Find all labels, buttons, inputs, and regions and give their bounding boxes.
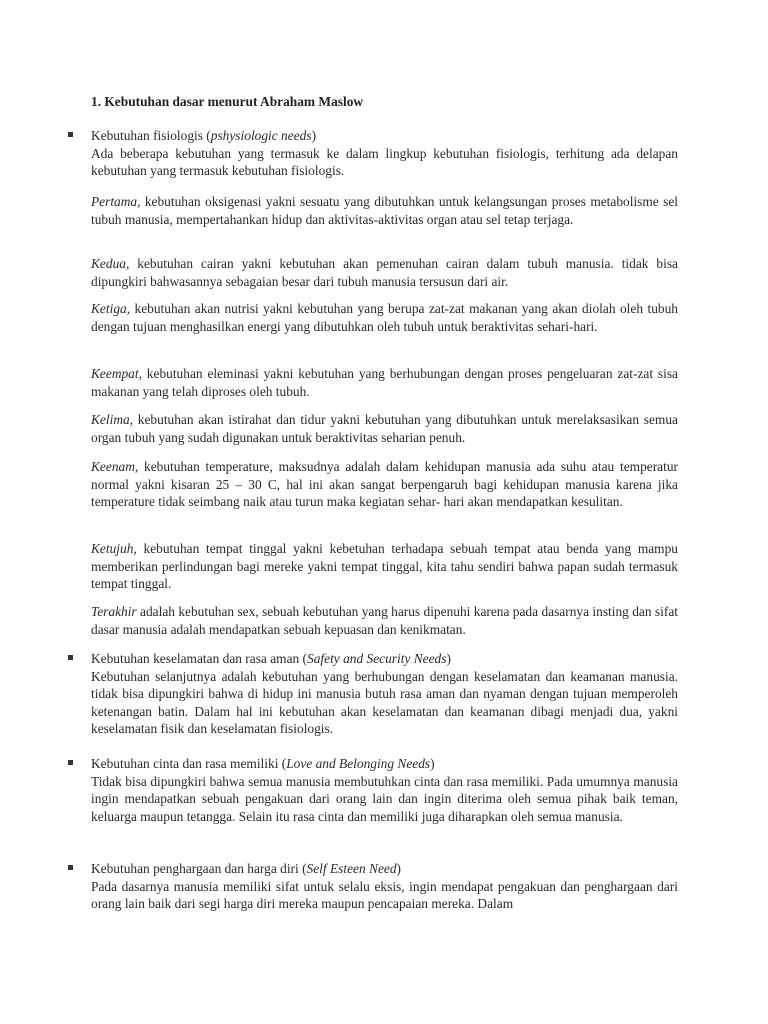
paragraph-text: kebutuhan oksigenasi yakni sesuatu yang dibutuhkan untuk kelangsungan proses metabolisme sel tubuh manusia, mempertahankan hidup dan aktivitas-aktivitas organ atau sel tetap terjaga. xyxy=(91,194,678,227)
paragraph-second xyxy=(91,255,678,290)
paragraph-sixth xyxy=(91,458,678,511)
bullet-physiological xyxy=(91,127,678,180)
bullet-safety xyxy=(91,650,678,738)
bullet-square-icon xyxy=(68,865,73,870)
paragraph-last xyxy=(91,603,678,638)
bullet-square-icon xyxy=(68,760,73,765)
paragraph-first xyxy=(91,193,678,228)
paragraph-text: kebutuhan tempat tinggal yakni kebetuhan terhadapa sebuah tempat atau benda yang mampu memberikan perlindungan bagi mereke yakni tempat tinggal, kita tahu sendiri bahwa papan sudah termasuk tempat tinggal. xyxy=(91,541,678,592)
ordinal-lead: Ketujuh, xyxy=(91,541,137,556)
paragraph-text: kebutuhan akan nutrisi yakni kebutuhan yang berupa zat-zat makanan yang akan diolah oleh tubuh dengan tujuan menghasilkan energi yang dibutuhkan oleh tubuh untuk beraktivitas sehari-hari. xyxy=(91,301,678,334)
section-heading: 1. Kebutuhan dasar menurut Abraham Maslow xyxy=(91,94,364,109)
paragraph-fourth xyxy=(91,365,678,400)
bullet-love xyxy=(91,755,678,825)
bullet-title: Kebutuhan penghargaan dan harga diri (Self Esteen Need) xyxy=(91,861,401,876)
bullet-title: Kebutuhan cinta dan rasa memiliki (Love and Belonging Needs) xyxy=(91,756,435,771)
ordinal-lead: Ketiga, xyxy=(91,301,131,316)
bullet-title: Kebutuhan fisiologis (pshysiologic needs) xyxy=(91,128,317,143)
bullet-esteem xyxy=(91,860,678,913)
ordinal-lead: Keenam, xyxy=(91,459,139,474)
bullet-intro: Kebutuhan selanjutnya adalah kebutuhan yang berhubungan dengan keselamatan dan keamanan manusia. tidak bisa dipungkiri bahwa di hidup ini manusia butuh rasa aman dan nyaman dengan tujuan memperoleh ketenangan batin. Dalam hal ini kebutuhan akan keselamatan dan keamanan dibagi menjadi dua, yakni keselamatan fisik dan keselamatan fisiologis. xyxy=(91,668,678,737)
bullet-intro: Tidak bisa dipungkiri bahwa semua manusia membutuhkan cinta dan rasa memiliki. Pada umumnya manusia ingin mendapatkan sebuah pengakuan dari orang lain dan ingin diterima oleh semua pihak baik teman, keluarga maupun tetangga. Selain itu rasa cinta dan memiliki juga diharapkan oleh semua manusia. xyxy=(91,773,678,824)
bullet-intro: Pada dasarnya manusia memiliki sifat untuk selalu eksis, ingin mendapat pengakuan dan penghargaan dari orang lain baik dari segi harga diri mereka maupun pencapaian mereka. Dalam xyxy=(91,878,678,912)
paragraph-text: kebutuhan temperature, maksudnya adalah dalam kehidupan manusia ada suhu atau temperatur normal yakni kisaran 25 – 30 C, hal ini akan sangat berpengaruh bagi kehidupan manusia karena jika temperature tidak seimbang naik atau turun maka kegiatan sehar- hari akan mendapatkan kesulitan. xyxy=(91,459,678,510)
ordinal-lead: Kelima, xyxy=(91,412,134,427)
paragraph-text: kebutuhan eleminasi yakni kebutuhan yang berhubungan dengan proses pengeluaran zat-zat sisa makanan yang telah diproses oleh tubuh. xyxy=(91,366,678,399)
paragraph-text: adalah kebutuhan sex, sebuah kebutuhan yang harus dipenuhi karena pada dasarnya insting dan sifat dasar manusia adalah mendapatkan sebuah kepuasan dan kenikmatan. xyxy=(91,604,678,637)
bullet-square-icon xyxy=(68,132,73,137)
ordinal-lead: Kedua, xyxy=(91,256,130,271)
paragraph-fifth xyxy=(91,411,678,446)
bullet-title: Kebutuhan keselamatan dan rasa aman (Safety and Security Needs) xyxy=(91,651,451,666)
ordinal-lead: Terakhir xyxy=(91,604,137,619)
bullet-intro: Ada beberapa kebutuhan yang termasuk ke dalam lingkup kebutuhan fisiologis, terhitung ada delapan kebutuhan yang termasuk kebutuhan fisiologis. xyxy=(91,145,678,179)
bullet-square-icon xyxy=(68,655,73,660)
ordinal-lead: Keempat, xyxy=(91,366,142,381)
paragraph-text: kebutuhan cairan yakni kebutuhan akan pemenuhan cairan dalam tubuh manusia. tidak bisa dipungkiri bahwasannya sebagaian besar dari tubuh manusia tersusun dari air. xyxy=(91,256,678,289)
paragraph-text: kebutuhan akan istirahat dan tidur yakni kebutuhan yang dibutuhkan untuk merelaksasikan semua organ tubuh yang sudah digunakan untuk beraktivitas seharian penuh. xyxy=(91,412,678,445)
paragraph-third xyxy=(91,300,678,335)
ordinal-lead: Pertama, xyxy=(91,194,141,209)
paragraph-seventh xyxy=(91,540,678,593)
